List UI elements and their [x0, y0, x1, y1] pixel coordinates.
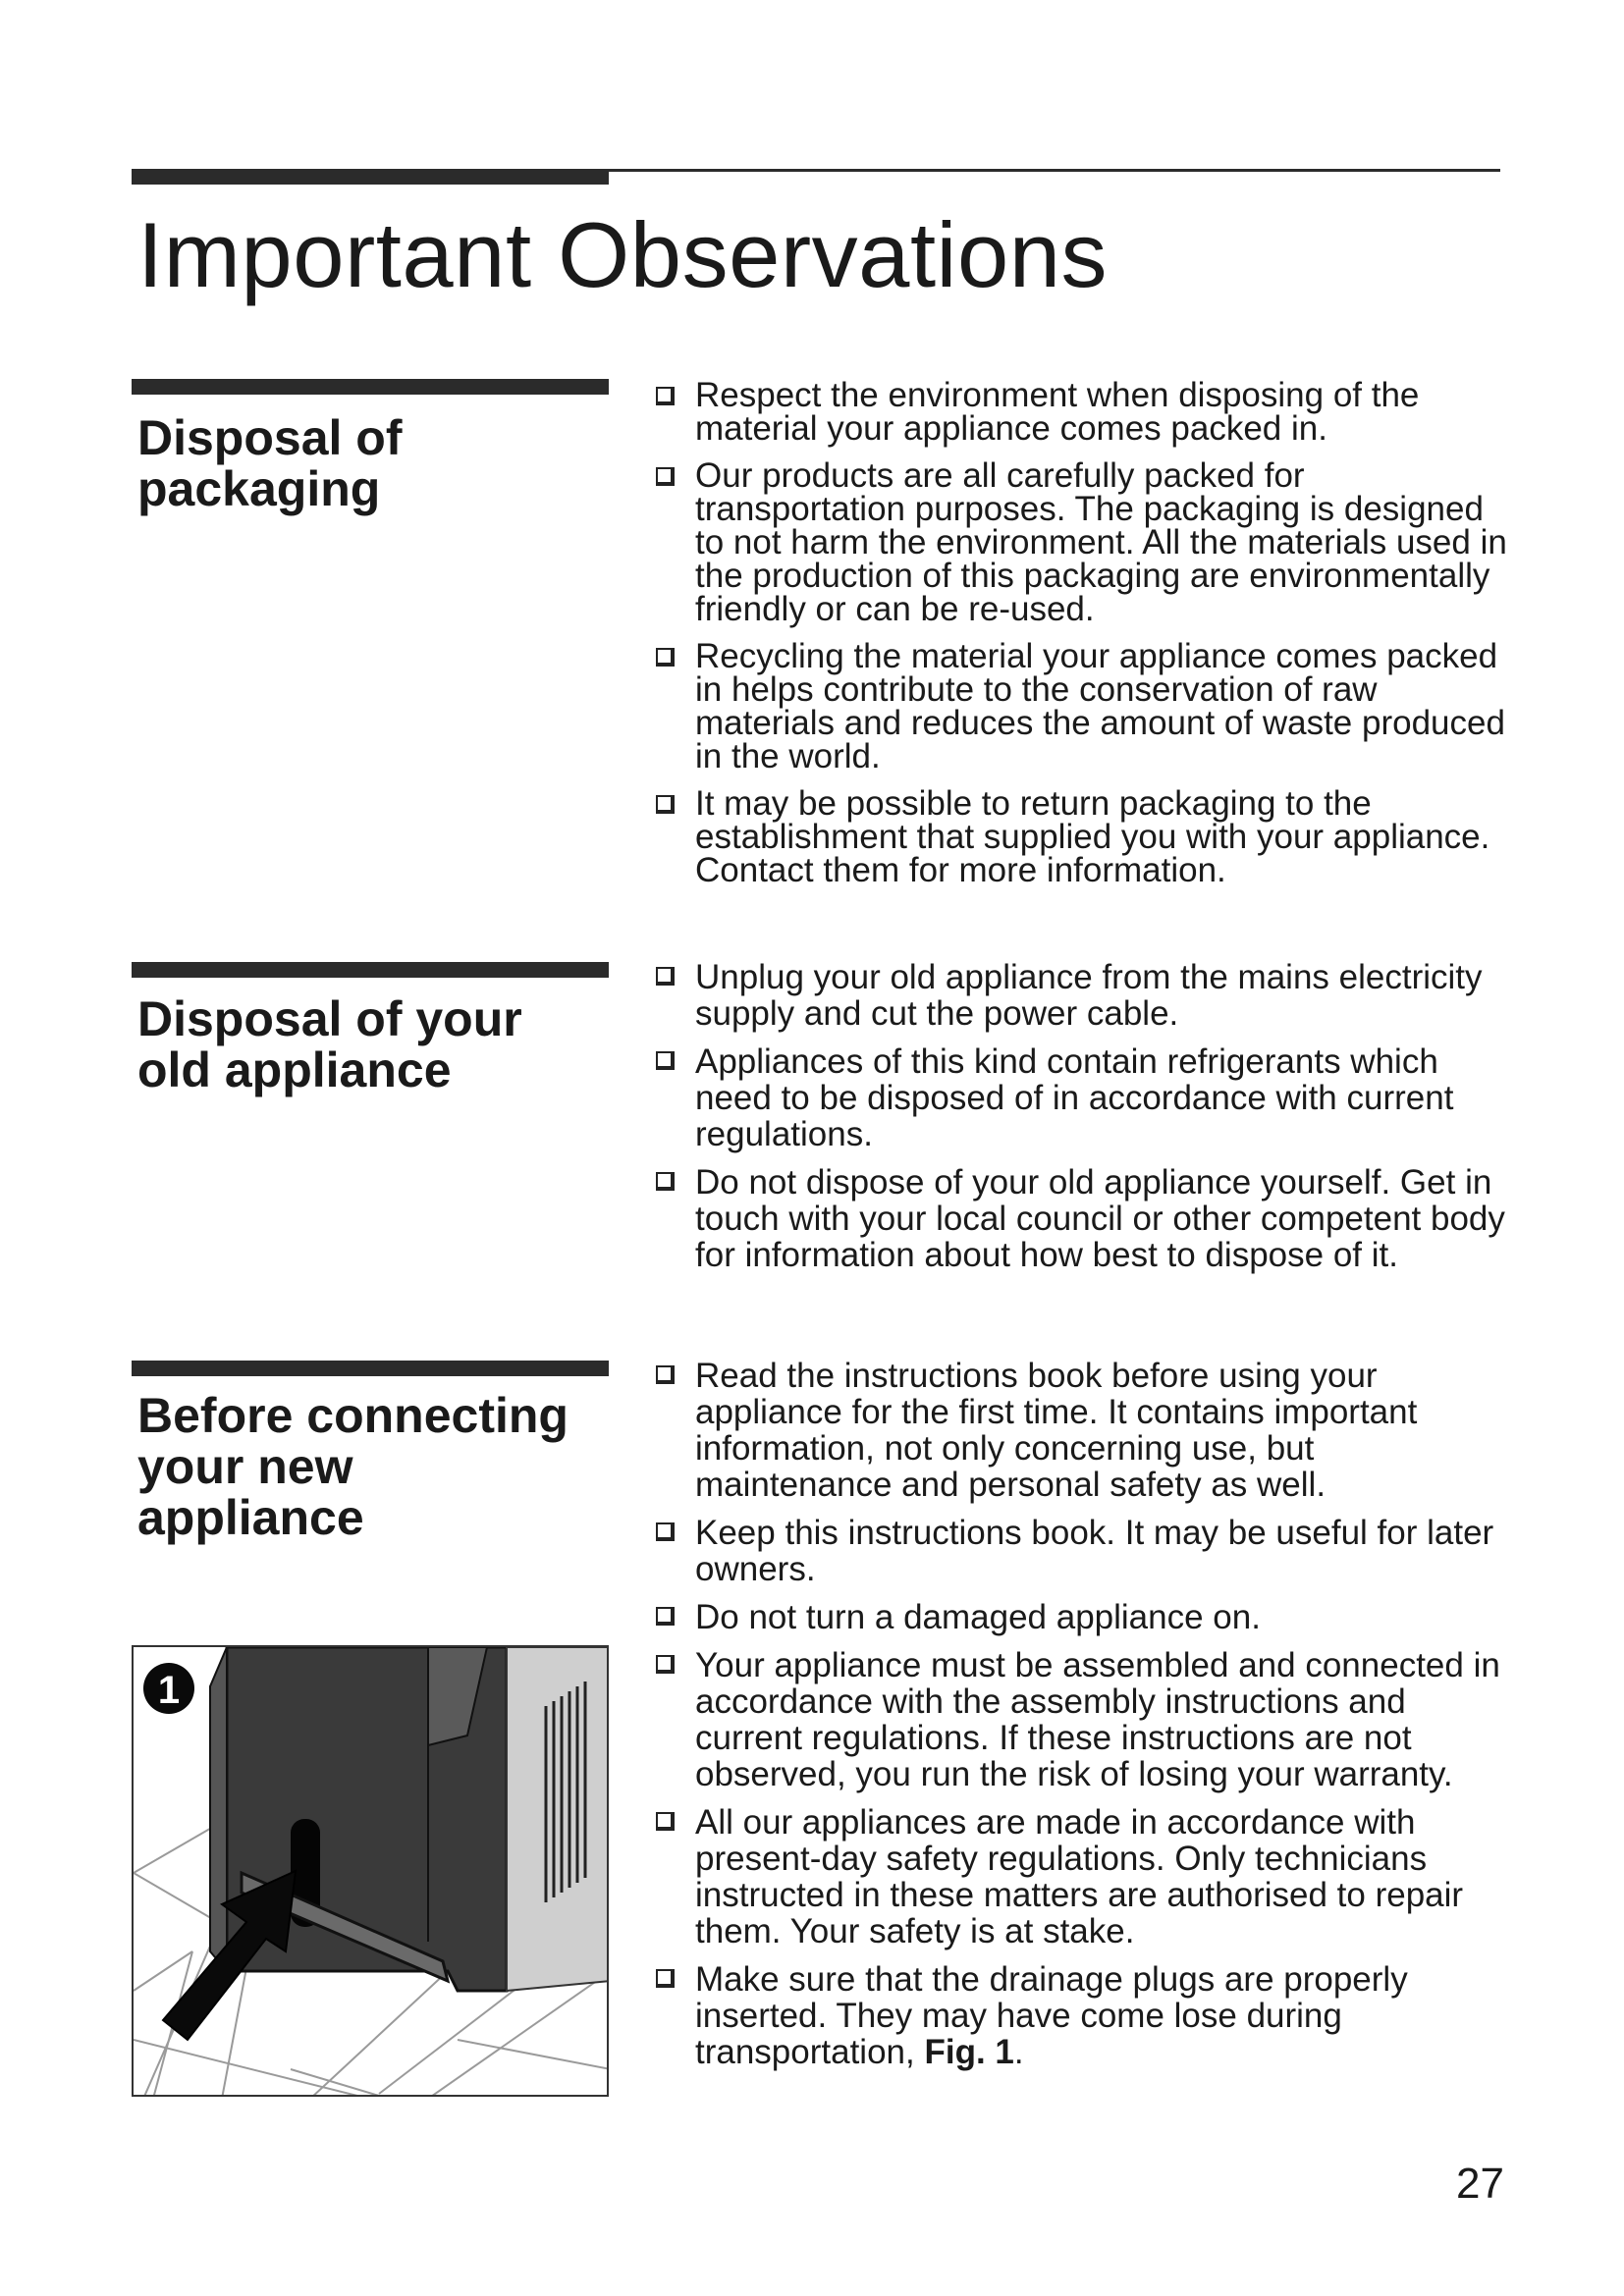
- checkbox-bullet-icon: [656, 1522, 675, 1541]
- list-item: [656, 1358, 1510, 1503]
- page-number: 27: [1456, 2160, 1504, 2208]
- list-item-text: Do not turn a damaged appliance on.: [695, 1598, 1261, 1636]
- list-item-text: Unplug your old appliance from the mains electricity supply and cut the power cable.: [695, 958, 1483, 1033]
- checkbox-bullet-icon: [656, 648, 675, 667]
- list-item: [656, 1647, 1510, 1792]
- section-heading-old-appliance: [137, 993, 609, 1095]
- list-item: [656, 1515, 1510, 1587]
- list-item: [656, 1961, 1510, 2070]
- heading-line: your new: [137, 1439, 353, 1494]
- appliance-side-panel: [507, 1647, 609, 1991]
- section-bar-before-connecting: [132, 1361, 609, 1376]
- checkbox-bullet-icon: [656, 967, 675, 986]
- checkbox-bullet-icon: [656, 1812, 675, 1831]
- appliance-drain-plug-drawing: [134, 1647, 609, 2097]
- list-item-text: Recycling the material your appliance comes packed in helps contribute to the conservation of raw materials and reduces the amount of waste produced in the world.: [695, 637, 1505, 775]
- heading-line: Before connecting: [137, 1388, 568, 1443]
- bullet-list-old-appliance: [656, 959, 1510, 1285]
- section-heading-packaging: [137, 412, 609, 514]
- checkbox-bullet-icon: [656, 1655, 675, 1674]
- list-item: [656, 1599, 1510, 1635]
- figure-reference: Fig. 1: [924, 2033, 1014, 2071]
- checkbox-bullet-icon: [656, 1365, 675, 1384]
- list-item: [656, 1043, 1510, 1152]
- figure-number-label: 1: [157, 1669, 181, 1712]
- checkbox-bullet-icon: [656, 1051, 675, 1070]
- section-bar-old-appliance: [132, 962, 609, 978]
- list-item-text-end: .: [1013, 2033, 1024, 2071]
- checkbox-bullet-icon: [656, 1969, 675, 1988]
- title-rule-thick: [132, 169, 609, 185]
- section-bar-packaging: [132, 379, 609, 395]
- heading-line: appliance: [137, 1490, 364, 1545]
- bullet-list-packaging: [656, 376, 1510, 901]
- checkbox-bullet-icon: [656, 387, 675, 405]
- list-item: [656, 637, 1510, 775]
- list-item: [656, 376, 1510, 448]
- list-item-text: Read the instructions book before using your appliance for the first time. It contains important information, not only concerning use, but maintenance and personal safety as well.: [695, 1357, 1418, 1504]
- list-item-text: Your appliance must be assembled and connected in accordance with the assembly instructions and current regulations. If these instructions are not observed, you run the risk of losing your warranty.: [695, 1646, 1500, 1793]
- list-item: [656, 456, 1510, 628]
- list-item-text: Appliances of this kind contain refrigerants which need to be disposed of in accordance with current regulations.: [695, 1042, 1454, 1153]
- list-item-text: Keep this instructions book. It may be useful for later owners.: [695, 1514, 1494, 1588]
- heading-line: Disposal of your: [137, 991, 522, 1046]
- list-item: [656, 1164, 1510, 1273]
- checkbox-bullet-icon: [656, 1607, 675, 1626]
- page-title: Important Observations: [137, 203, 1108, 306]
- figure-1-illustration: [132, 1645, 609, 2097]
- checkbox-bullet-icon: [656, 467, 675, 486]
- section-heading-before-connecting: [137, 1390, 609, 1543]
- heading-line: old appliance: [137, 1042, 452, 1097]
- list-item-text: Respect the environment when disposing of the material your appliance comes packed in.: [695, 376, 1420, 448]
- heading-line: packaging: [137, 461, 381, 516]
- list-item-text: Do not dispose of your old appliance yourself. Get in touch with your local council or other competent body for information about how best to dispose of it.: [695, 1163, 1505, 1274]
- list-item-text: Our products are all carefully packed for transportation purposes. The packaging is designed to not harm the environment. All the materials used in the production of this packaging are environmentally friendly or can be re-used.: [695, 456, 1507, 628]
- checkbox-bullet-icon: [656, 795, 675, 814]
- list-item: [656, 784, 1510, 889]
- checkbox-bullet-icon: [656, 1172, 675, 1191]
- list-item-text: Make sure that the drainage plugs are properly inserted. They may have come lose during transportation,: [695, 1960, 1408, 2071]
- list-item: [656, 1804, 1510, 1949]
- list-item: [656, 959, 1510, 1032]
- title-rule-thin: [609, 169, 1500, 172]
- heading-line: Disposal of: [137, 410, 403, 465]
- list-item-text: It may be possible to return packaging to the establishment that supplied you with your appliance. Contact them for more information.: [695, 784, 1490, 889]
- list-item-text: All our appliances are made in accordance with present-day safety regulations. Only technicians instructed in these matters are authorised to repair them. Your safety is at stake.: [695, 1803, 1464, 1950]
- bullet-list-before-connecting: [656, 1358, 1510, 2082]
